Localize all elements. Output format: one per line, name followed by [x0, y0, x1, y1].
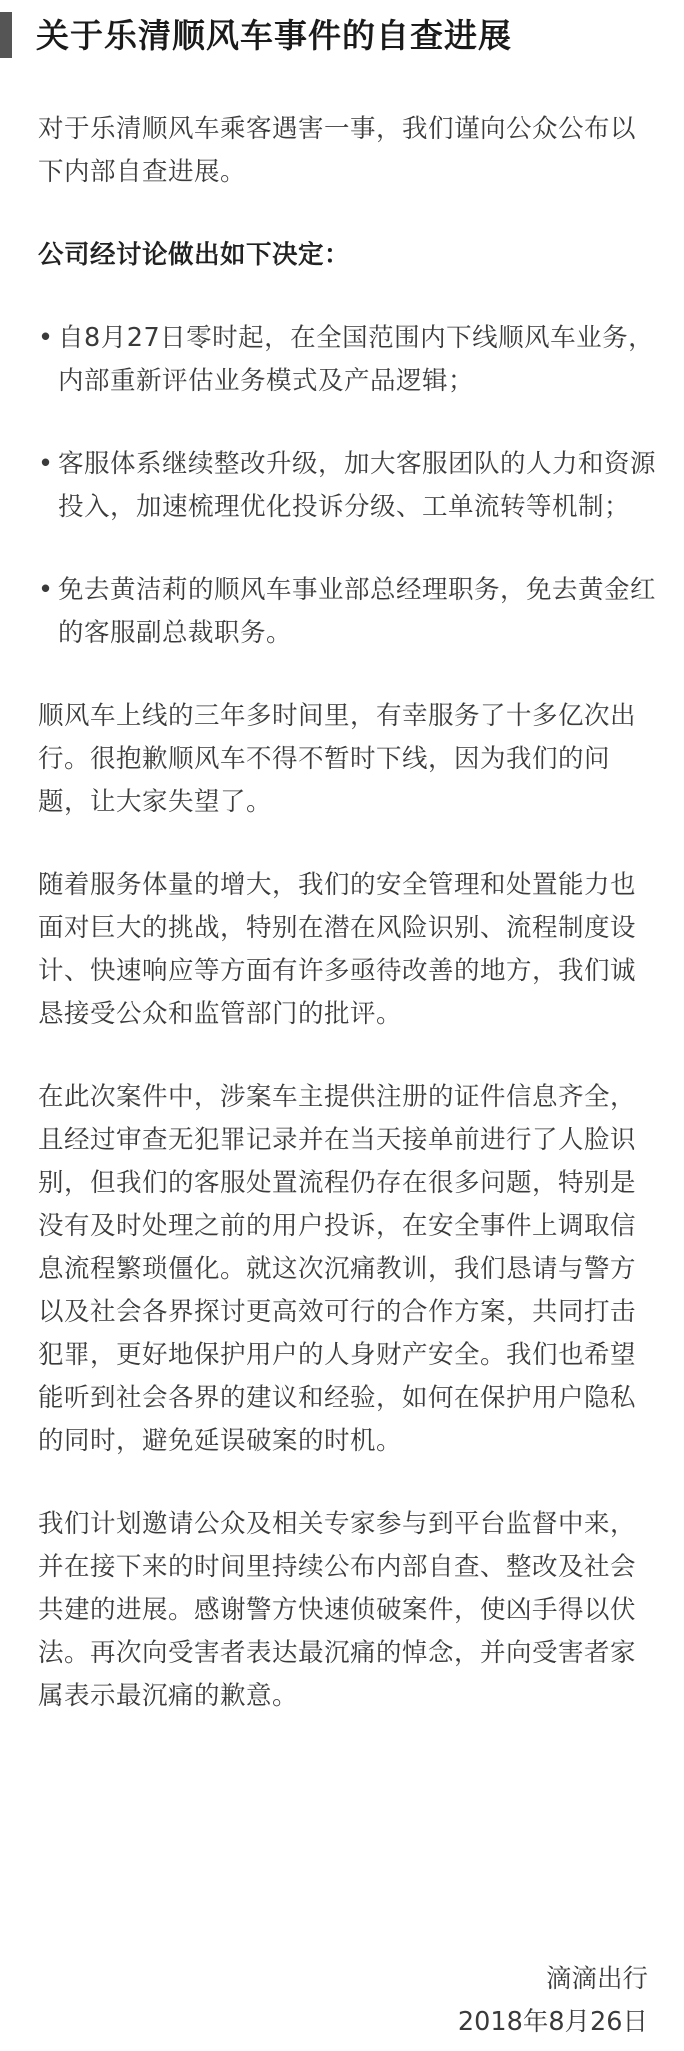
body-paragraph: 我们计划邀请公众及相关专家参与到平台监督中来，并在接下来的时间里持续公布内部自查、整改及社会共建的进展。感谢警方快速侦破案件，使凶手得以伏法。再次向受害者表达最沉痛的悼念，并向受害者家属表示最沉痛的歉意。: [38, 1509, 637, 1711]
signature-date: 2018年8月26日: [457, 2007, 648, 2037]
title-accent-bar: [0, 12, 12, 58]
bullet-dot-icon: •: [38, 449, 54, 479]
decision-item: [38, 569, 658, 655]
decision-heading: 公司经讨论做出如下决定：: [38, 240, 351, 270]
bullet-dot-icon: •: [38, 323, 54, 353]
body-paragraph: 顺风车上线的三年多时间里，有幸服务了十多亿次出行。很抱歉顺风车不得不暂时下线，因为我们的问题，让大家失望了。: [38, 701, 637, 817]
body-paragraph: 随着服务体量的增大，我们的安全管理和处置能力也面对巨大的挑战，特别在潜在风险识别、流程制度设计、快速响应等方面有许多亟待改善的地方，我们诚恳接受公众和监管部门的批评。: [38, 870, 637, 1029]
intro-paragraph: 对于乐清顺风车乘客遇害一事，我们谨向公众公布以下内部自查进展。: [38, 114, 637, 187]
body-paragraph: 在此次案件中，涉案车主提供注册的证件信息齐全，且经过审查无犯罪记录并在当天接单前进行了人脸识别，但我们的客服处置流程仍存在很多问题，特别是没有及时处理之前的用户投诉，在安全事件上调取信息流程繁琐僵化。就这次沉痛教训，我们恳请与警方以及社会各界探讨更高效可行的合作方案，共同打击犯罪，更好地保护用户的人身财产安全。我们也希望能听到社会各界的建议和经验，如何在保护用户隐私的同时，避免延误破案的时机。: [38, 1082, 637, 1456]
decision-item: [38, 443, 658, 529]
decision-item-text: 自8月27日零时起，在全国范围内下线顺风车业务，内部重新评估业务模式及产品逻辑；: [58, 323, 655, 396]
decision-item-text: 客服体系继续整改升级，加大客服团队的人力和资源投入，加速梳理优化投诉分级、工单流转等机制；: [58, 449, 657, 522]
announcement-body: [38, 108, 658, 1758]
signature-org: 滴滴出行: [545, 1964, 648, 1994]
page-title: 关于乐清顺风车事件的自查进展: [36, 16, 512, 55]
signature-block: [458, 1958, 648, 2044]
decision-item-text: 免去黄洁莉的顺风车事业部总经理职务，免去黄金红的客服副总裁职务。: [58, 575, 657, 648]
bullet-dot-icon: •: [38, 575, 54, 605]
decision-item: [38, 317, 658, 403]
